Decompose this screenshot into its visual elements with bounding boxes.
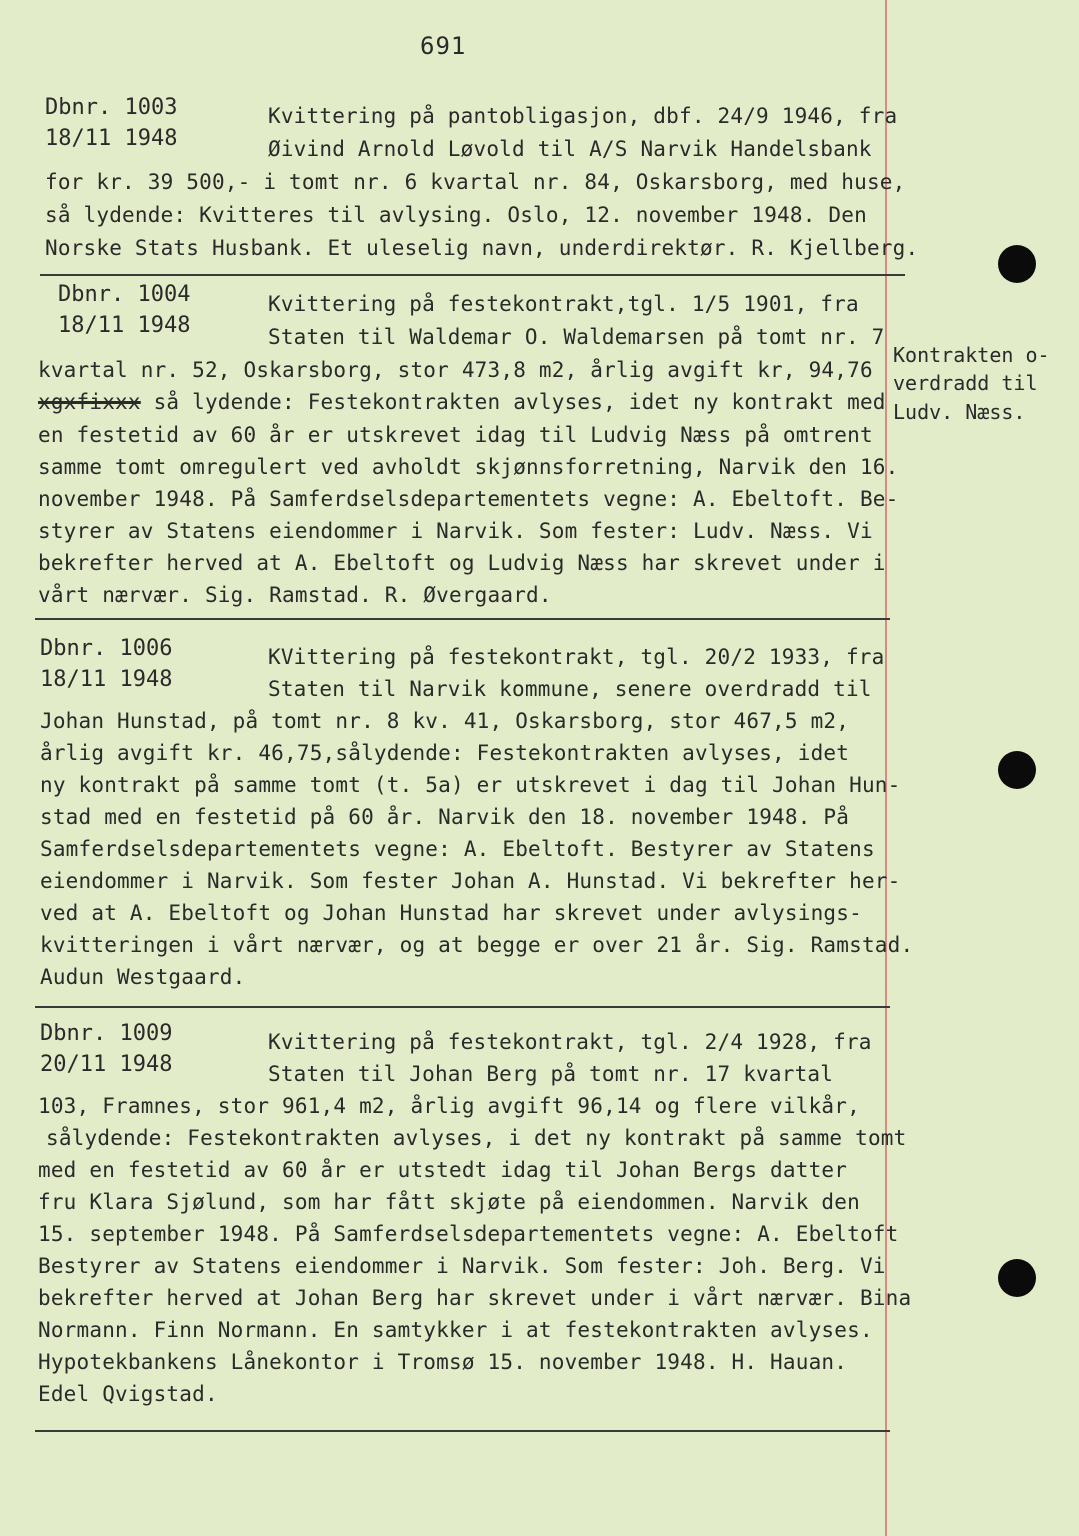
entry-text-line: så lydende: Kvitteres til avlysing. Oslo, 12. november 1948. Den xyxy=(45,203,867,227)
entry-text-line: for kr. 39 500,- i tomt nr. 6 kvartal nr. 84, Oskarsborg, med huse, xyxy=(45,170,906,194)
entry-text-line: Norske Stats Husbank. Et uleselig navn, underdirektør. R. Kjellberg. xyxy=(45,236,919,260)
entry-text-line: stad med en festetid på 60 år. Narvik den 18. november 1948. På xyxy=(40,805,850,829)
entry-text-line: bekrefter herved at A. Ebeltoft og Ludvig Næss har skrevet under i xyxy=(38,551,886,575)
punch-hole-icon xyxy=(998,751,1036,789)
entry-text-line: ny kontrakt på samme tomt (t. 5a) er utskrevet i dag til Johan Hun- xyxy=(40,773,901,797)
entry-date: 18/11 1948 xyxy=(40,667,173,692)
entry-text-line xyxy=(38,390,886,414)
entry-number: Dbnr. 1006 xyxy=(40,636,173,661)
entry-text-line: styrer av Statens eiendommer i Narvik. Som fester: Ludv. Næss. Vi xyxy=(38,519,873,543)
entry-number: Dbnr. 1004 xyxy=(58,282,191,307)
entry-date: 18/11 1948 xyxy=(45,126,178,151)
punch-hole-icon xyxy=(998,1259,1036,1297)
entry-text-line: årlig avgift kr. 46,75,sålydende: Festekontrakten avlyses, idet xyxy=(40,741,850,765)
entry-text-line: fru Klara Sjølund, som har fått skjøte på eiendommen. Narvik den xyxy=(38,1190,860,1214)
entry-text-line: Samferdselsdepartementets vegne: A. Ebeltoft. Bestyrer av Statens xyxy=(40,837,875,861)
entry-text-line: Kvittering på festekontrakt,tgl. 1/5 1901, fra xyxy=(268,292,859,316)
entry-text-line: eiendommer i Narvik. Som fester Johan A. Hunstad. Vi bekrefter her- xyxy=(40,869,901,893)
entry-number: Dbnr. 1009 xyxy=(40,1021,173,1046)
margin-note-line: Ludv. Næss. xyxy=(893,400,1026,424)
entry-separator xyxy=(40,274,905,276)
entry-text-line: Normann. Finn Normann. En samtykker i at festekontrakten avlyses. xyxy=(38,1318,873,1342)
entry-text-line: sålydende: Festekontrakten avlyses, i det ny kontrakt på samme tomt xyxy=(46,1126,907,1150)
entry-text-line: en festetid av 60 år er utskrevet idag til Ludvig Næss på omtrent xyxy=(38,423,873,447)
entry-text-line: Audun Westgaard. xyxy=(40,965,246,989)
entry-text-line: Edel Qvigstad. xyxy=(38,1382,218,1406)
entry-text-line: 103, Framnes, stor 961,4 m2, årlig avgift 96,14 og flere vilkår, xyxy=(38,1094,860,1118)
entry-text-line: Hypotekbankens Lånekontor i Tromsø 15. november 1948. H. Hauan. xyxy=(38,1350,848,1374)
entry-text-line: kvartal nr. 52, Oskarsborg, stor 473,8 m2, årlig avgift kr, 94,76 xyxy=(38,358,873,382)
entry-text-line: Staten til Waldemar O. Waldemarsen på tomt nr. 7 xyxy=(268,325,885,349)
entry-text-line: kvitteringen i vårt nærvær, og at begge er over 21 år. Sig. Ramstad. xyxy=(40,933,914,957)
entry-date: 18/11 1948 xyxy=(58,313,191,338)
entry-separator xyxy=(35,618,890,620)
page-number: 691 xyxy=(420,32,467,60)
entry-text-line: november 1948. På Samferdselsdepartementets vegne: A. Ebeltoft. Be- xyxy=(38,487,899,511)
entry-text-line: Øivind Arnold Løvold til A/S Narvik Handelsbank xyxy=(268,137,872,161)
entry-separator xyxy=(35,1430,890,1432)
struck-text: xgxfixxx xyxy=(38,390,141,414)
entry-text-line: vårt nærvær. Sig. Ramstad. R. Øvergaard. xyxy=(38,583,552,607)
entry-text-line: ved at A. Ebeltoft og Johan Hunstad har skrevet under avlysings- xyxy=(40,901,862,925)
entry-text-line: 15. september 1948. På Samferdselsdepartementets vegne: A. Ebeltoft xyxy=(38,1222,899,1246)
entry-text-line: Kvittering på pantobligasjon, dbf. 24/9 1946, fra xyxy=(268,104,898,128)
entry-text-line: Staten til Narvik kommune, senere overdradd til xyxy=(268,677,872,701)
entry-text-line: KVittering på festekontrakt, tgl. 20/2 1933, fra xyxy=(268,645,885,669)
entry-text-line: med en festetid av 60 år er utstedt idag til Johan Bergs datter xyxy=(38,1158,848,1182)
entry-separator xyxy=(35,1006,890,1008)
entry-text-line: Bestyrer av Statens eiendommer i Narvik. Som fester: Joh. Berg. Vi xyxy=(38,1254,886,1278)
entry-text-segment: så lydende: Festekontrakten avlyses, idet ny kontrakt med xyxy=(153,390,886,414)
entry-date: 20/11 1948 xyxy=(40,1052,173,1077)
entry-text-line: bekrefter herved at Johan Berg har skrevet under i vårt nærvær. Bina xyxy=(38,1286,912,1310)
punch-hole-icon xyxy=(998,245,1036,283)
margin-note-line: Kontrakten o- xyxy=(893,343,1050,367)
entry-text-line: samme tomt omregulert ved avholdt skjønnsforretning, Narvik den 16. xyxy=(38,455,899,479)
entry-text-line: Johan Hunstad, på tomt nr. 8 kv. 41, Oskarsborg, stor 467,5 m2, xyxy=(40,709,850,733)
entry-number: Dbnr. 1003 xyxy=(45,95,178,120)
entry-text-line: Kvittering på festekontrakt, tgl. 2/4 1928, fra xyxy=(268,1030,872,1054)
entry-text-line: Staten til Johan Berg på tomt nr. 17 kvartal xyxy=(268,1062,834,1086)
margin-note-line: verdradd til xyxy=(893,371,1038,395)
